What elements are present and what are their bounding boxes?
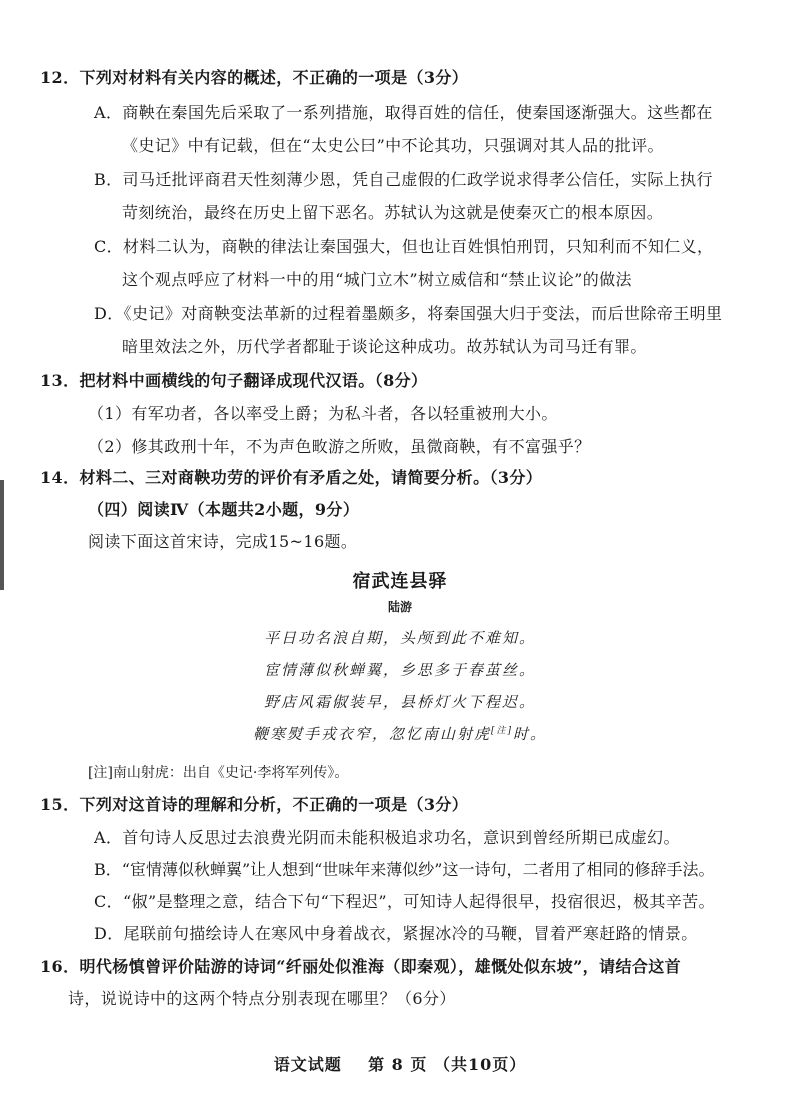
poem-line-4-text: 鞭寒熨手戎衣窄，忽忆南山射虎 <box>252 725 491 743</box>
section-intro: 阅读下面这首宋诗，完成15~16题。 <box>88 532 358 551</box>
q12-option-b-cont: 苛刻统治，最终在历史上留下恶名。苏轼认为这就是使秦灭亡的根本原因。 <box>122 203 664 222</box>
q12-option-d-cont: 暗里效法之外，历代学者都耻于谈论这种成功。故苏轼认为司马迁有罪。 <box>122 337 647 356</box>
q15-option-a: A．首句诗人反思过去浪费光阴而未能积极追求功名，意识到曾经所期已成虚幻。 <box>94 828 680 847</box>
section-heading: （四）阅读Ⅳ（本题共2小题，9分） <box>88 500 360 519</box>
q14-stem: 14．材料二、三对商鞅功劳的评价有矛盾之处，请简要分析。（3分） <box>40 468 543 487</box>
q12-option-c: C．材料二认为，商鞅的律法让秦国强大，但也让百姓惧怕刑罚，只知利而不知仁义， <box>94 237 714 256</box>
poem-author: 陆游 <box>387 600 412 614</box>
poem-footnote-marker: [注] <box>490 726 514 736</box>
poem-line-4-end: 时。 <box>513 725 548 743</box>
q13-sentence-1: （1）有军功者，各以率受上爵；为私斗者，各以轻重被刑大小。 <box>88 404 558 423</box>
q13-stem: 13．把材料中画横线的句子翻译成现代汉语。（8分） <box>40 371 428 390</box>
page-footer <box>0 1052 800 1075</box>
footer-total: （共10页） <box>433 1055 527 1074</box>
q15-option-b: B．“宦情薄似秋蝉翼”让人想到“世味年来薄似纱”这一诗句，二者用了相同的修辞手法。 <box>94 860 715 879</box>
q12-option-a: A．商鞅在秦国先后采取了一系列措施，取得百姓的信任，使秦国逐渐强大。这些都在 <box>94 103 713 122</box>
q15-stem: 15．下列对这首诗的理解和分析，不正确的一项是（3分） <box>40 795 469 814</box>
poem-line-4 <box>0 723 800 744</box>
scan-edge-mark <box>0 480 4 590</box>
footer-page: 第 8 页 <box>368 1055 428 1074</box>
q15-option-d: D．尾联前句描绘诗人在寒风中身着战衣，紧握冰冷的马鞭，冒着严寒赶路的情景。 <box>94 924 698 943</box>
q12-stem: 12．下列对材料有关内容的概述，不正确的一项是（3分） <box>40 68 469 87</box>
q16-stem-cont: 诗，说说诗中的这两个特点分别表现在哪里？（6分） <box>68 989 456 1008</box>
poem-line-1: 平日功名浪自期，头颅到此不难知。 <box>263 629 536 647</box>
poem-line-2: 宦情薄似秋蝉翼，乡思多于春茧丝。 <box>263 661 536 679</box>
q13-sentence-2: （2）修其政刑十年，不为声色畋游之所败，虽微商鞅，有不富强乎？ <box>88 437 591 456</box>
poem-note: [注]南山射虎：出自《史记·李将军列传》。 <box>88 765 349 781</box>
poem-line-3: 野店风霜俶装早，县桥灯火下程迟。 <box>263 693 536 711</box>
footer-subject: 语文试题 <box>273 1055 342 1074</box>
q15-option-c: C．“俶”是整理之意，结合下句“下程迟”，可知诗人起得很早，投宿很迟，极其辛苦。 <box>94 892 715 911</box>
q12-option-d: D．《史记》对商鞅变法革新的过程着墨颇多，将秦国强大归于变法，而后世除帝王明里 <box>94 304 723 323</box>
q12-option-a-cont: 《史记》中有记载，但在“太史公曰”中不论其功，只强调对其人品的批评。 <box>122 136 664 155</box>
q12-option-c-cont: 这个观点呼应了材料一中的用“城门立木”树立威信和“禁止议论”的做法 <box>122 270 632 289</box>
q16-stem: 16．明代杨慎曾评价陆游的诗词“纤丽处似淮海（即秦观），雄慨处似东坡”，请结合这首 <box>40 957 682 976</box>
poem-title: 宿武连县驿 <box>352 571 448 592</box>
q12-option-b: B．司马迁批评商君天性刻薄少恩，凭自己虚假的仁政学说求得孝公信任，实际上执行 <box>94 170 713 189</box>
